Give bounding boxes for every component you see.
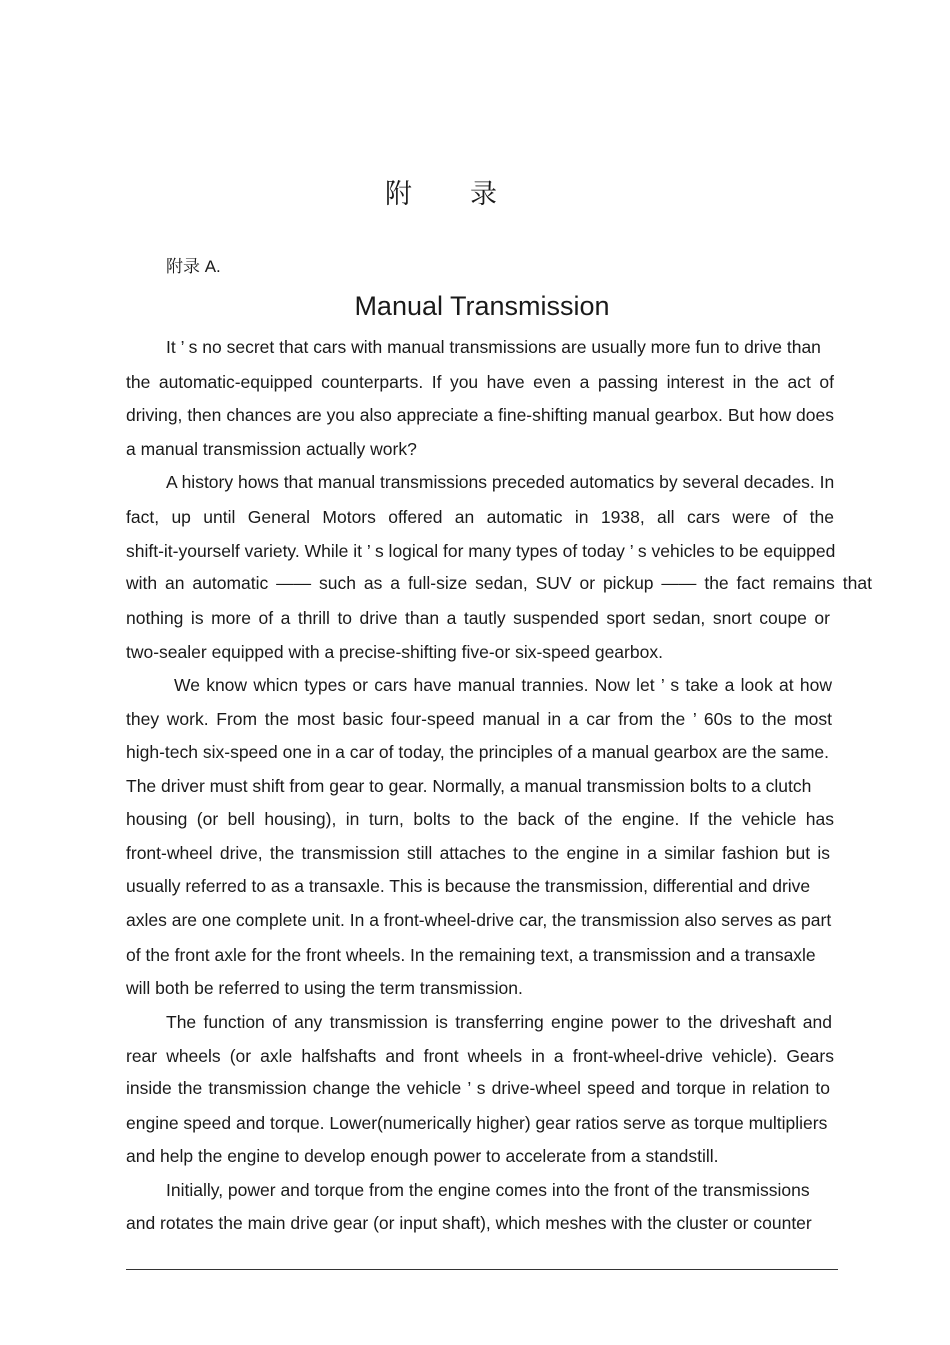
text-line: the automatic-equipped counterparts. If you have even a passing interest in the act of bbox=[126, 372, 834, 392]
text-line: It ’ s no secret that cars with manual transmissions are usually more fun to drive than bbox=[166, 337, 821, 357]
text-line: The driver must shift from gear to gear. Normally, a manual transmission bolts to a clutch bbox=[126, 776, 812, 796]
text-line: shift-it-yourself variety. While it ’ s logical for many types of today ’ s vehicles to be equipped bbox=[126, 541, 836, 561]
text-line: nothing is more of a thrill to drive than a tautly suspended sport sedan, snort coupe or bbox=[126, 608, 830, 628]
footer-rule bbox=[126, 1269, 838, 1270]
text-line: they work. From the most basic four-speed manual in a car from the ’ 60s to the most bbox=[126, 709, 832, 729]
text-line: with an automatic —— such as a full-size sedan, SUV or pickup —— the fact remains that bbox=[126, 573, 872, 593]
document-title: Manual Transmission bbox=[354, 291, 610, 321]
text-line: Initially, power and torque from the engine comes into the front of the transmissions bbox=[166, 1180, 810, 1200]
text-line: usually referred to as a transaxle. This is because the transmission, differential and drive bbox=[126, 876, 811, 896]
text-line: housing (or bell housing), in turn, bolts to the back of the engine. If the vehicle has bbox=[126, 809, 834, 829]
text-line: will both be referred to using the term transmission. bbox=[126, 978, 523, 998]
text-line: inside the transmission change the vehicle ’ s drive-wheel speed and torque in relation to bbox=[126, 1078, 830, 1098]
text-line: two-sealer equipped with a precise-shifting five-or six-speed gearbox. bbox=[126, 642, 663, 662]
text-line: and rotates the main drive gear (or input shaft), which meshes with the cluster or counter bbox=[126, 1213, 812, 1233]
text-line: engine speed and torque. Lower(numerically higher) gear ratios serve as torque multipliers bbox=[126, 1113, 828, 1133]
text-line: A history hows that manual transmissions preceded automatics by several decades. In bbox=[166, 472, 835, 492]
text-line: axles are one complete unit. In a front-wheel-drive car, the transmission also serves as part bbox=[126, 910, 832, 930]
text-line: fact, up until General Motors offered an automatic in 1938, all cars were of the bbox=[126, 507, 834, 527]
text-line: and help the engine to develop enough power to accelerate from a standstill. bbox=[126, 1146, 719, 1166]
text-line: front-wheel drive, the transmission still attaches to the engine in a similar fashion but is bbox=[126, 843, 830, 863]
text-line: We know whicn types or cars have manual trannies. Now let ’ s take a look at how bbox=[174, 675, 832, 695]
text-line: of the front axle for the front wheels. In the remaining text, a transmission and a transaxle bbox=[126, 945, 816, 965]
text-line: high-tech six-speed one in a car of today, the principles of a manual gearbox are the same. bbox=[126, 742, 829, 762]
text-line: driving, then chances are you also appreciate a fine-shifting manual gearbox. But how does bbox=[126, 405, 834, 425]
text-line: The function of any transmission is transferring engine power to the driveshaft and bbox=[166, 1012, 832, 1032]
text-line: a manual transmission actually work? bbox=[126, 439, 417, 459]
appendix-label: 附录 A. bbox=[166, 257, 221, 276]
appendix-heading: 附录 bbox=[385, 179, 555, 209]
text-line: rear wheels (or axle halfshafts and front wheels in a front-wheel-drive vehicle). Gears bbox=[126, 1046, 834, 1066]
